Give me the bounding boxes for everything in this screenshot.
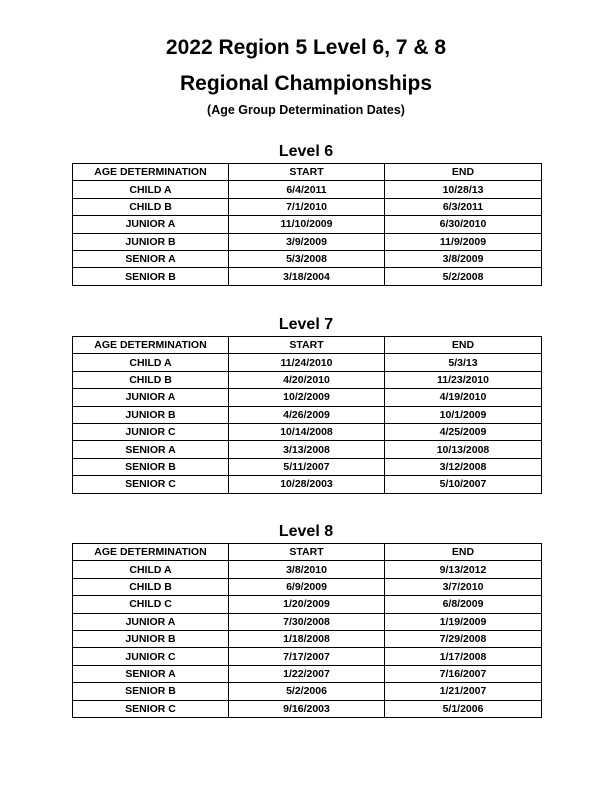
table-row [73,458,542,475]
start-date-cell: 1/22/2007 [229,665,385,682]
start-date-cell: 4/26/2009 [229,406,385,423]
column-header: END [385,164,542,181]
age-group-cell: CHILD A [73,561,229,578]
age-group-cell: SENIOR B [73,458,229,475]
end-date-cell: 7/16/2007 [385,665,542,682]
table-row [73,181,542,198]
age-group-cell: CHILD A [73,181,229,198]
table-header-row [73,544,542,561]
start-date-cell: 7/30/2008 [229,613,385,630]
age-group-cell: CHILD B [73,198,229,215]
end-date-cell: 1/19/2009 [385,613,542,630]
age-group-cell: JUNIOR A [73,389,229,406]
age-group-cell: SENIOR C [73,700,229,717]
table-header-row [73,337,542,354]
start-date-cell: 11/24/2010 [229,354,385,371]
table-row [73,389,542,406]
start-date-cell: 9/16/2003 [229,700,385,717]
table-row [73,354,542,371]
end-date-cell: 4/19/2010 [385,389,542,406]
page-title-line-1: 2022 Region 5 Level 6, 7 & 8 [165,36,447,59]
age-group-cell: SENIOR A [73,441,229,458]
start-date-cell: 10/28/2003 [229,476,385,493]
table-row [73,700,542,717]
table-row [73,665,542,682]
table-header-row [73,164,542,181]
table-row [73,596,542,613]
age-group-cell: CHILD B [73,371,229,388]
table-row [73,613,542,630]
end-date-cell: 5/1/2006 [385,700,542,717]
end-date-cell: 5/3/13 [385,354,542,371]
end-date-cell: 3/7/2010 [385,578,542,595]
end-date-cell: 3/12/2008 [385,458,542,475]
end-date-cell: 4/25/2009 [385,423,542,440]
start-date-cell: 5/3/2008 [229,250,385,267]
start-date-cell: 10/2/2009 [229,389,385,406]
end-date-cell: 6/3/2011 [385,198,542,215]
level-8-table [72,543,542,718]
end-date-cell: 10/13/2008 [385,441,542,458]
end-date-cell: 9/13/2012 [385,561,542,578]
start-date-cell: 11/10/2009 [229,216,385,233]
end-date-cell: 10/28/13 [385,181,542,198]
end-date-cell: 5/10/2007 [385,476,542,493]
end-date-cell: 6/8/2009 [385,596,542,613]
table-row [73,441,542,458]
start-date-cell: 3/9/2009 [229,233,385,250]
table-row [73,198,542,215]
start-date-cell: 10/14/2008 [229,423,385,440]
end-date-cell: 10/1/2009 [385,406,542,423]
level-6-table [72,163,542,286]
age-group-cell: JUNIOR B [73,630,229,647]
age-group-cell: SENIOR B [73,683,229,700]
table-row [73,406,542,423]
table-row [73,216,542,233]
column-header: START [229,544,385,561]
end-date-cell: 1/21/2007 [385,683,542,700]
column-header: START [229,164,385,181]
start-date-cell: 5/11/2007 [229,458,385,475]
end-date-cell: 11/9/2009 [385,233,542,250]
table-row [73,476,542,493]
age-group-cell: JUNIOR B [73,406,229,423]
start-date-cell: 3/8/2010 [229,561,385,578]
column-header: AGE DETERMINATION [73,164,229,181]
column-header: AGE DETERMINATION [73,337,229,354]
column-header: END [385,337,542,354]
age-group-cell: SENIOR C [73,476,229,493]
table-row [73,268,542,285]
table-row [73,233,542,250]
age-group-cell: JUNIOR C [73,423,229,440]
end-date-cell: 11/23/2010 [385,371,542,388]
page-title-line-2: Regional Championships [179,72,433,95]
start-date-cell: 4/20/2010 [229,371,385,388]
age-group-cell: JUNIOR A [73,613,229,630]
age-group-cell: SENIOR A [73,665,229,682]
start-date-cell: 7/17/2007 [229,648,385,665]
start-date-cell: 1/18/2008 [229,630,385,647]
age-group-cell: SENIOR B [73,268,229,285]
page-subtitle: (Age Group Determination Dates) [207,103,405,117]
age-group-cell: CHILD A [73,354,229,371]
start-date-cell: 7/1/2010 [229,198,385,215]
age-group-cell: JUNIOR B [73,233,229,250]
table-row [73,630,542,647]
table-row [73,423,542,440]
start-date-cell: 3/13/2008 [229,441,385,458]
table-row [73,561,542,578]
end-date-cell: 7/29/2008 [385,630,542,647]
table-row [73,250,542,267]
end-date-cell: 5/2/2008 [385,268,542,285]
table-row [73,578,542,595]
start-date-cell: 3/18/2004 [229,268,385,285]
table-row [73,371,542,388]
age-group-cell: JUNIOR C [73,648,229,665]
start-date-cell: 1/20/2009 [229,596,385,613]
start-date-cell: 5/2/2006 [229,683,385,700]
end-date-cell: 3/8/2009 [385,250,542,267]
level-7-heading: Level 7 [278,316,334,333]
end-date-cell: 1/17/2008 [385,648,542,665]
level-8-heading: Level 8 [278,523,334,540]
age-group-cell: CHILD B [73,578,229,595]
start-date-cell: 6/4/2011 [229,181,385,198]
level-6-heading: Level 6 [278,143,334,160]
age-group-cell: CHILD C [73,596,229,613]
end-date-cell: 6/30/2010 [385,216,542,233]
column-header: AGE DETERMINATION [73,544,229,561]
age-group-cell: JUNIOR A [73,216,229,233]
table-row [73,683,542,700]
column-header: END [385,544,542,561]
start-date-cell: 6/9/2009 [229,578,385,595]
level-7-table [72,336,542,494]
age-group-cell: SENIOR A [73,250,229,267]
column-header: START [229,337,385,354]
table-row [73,648,542,665]
